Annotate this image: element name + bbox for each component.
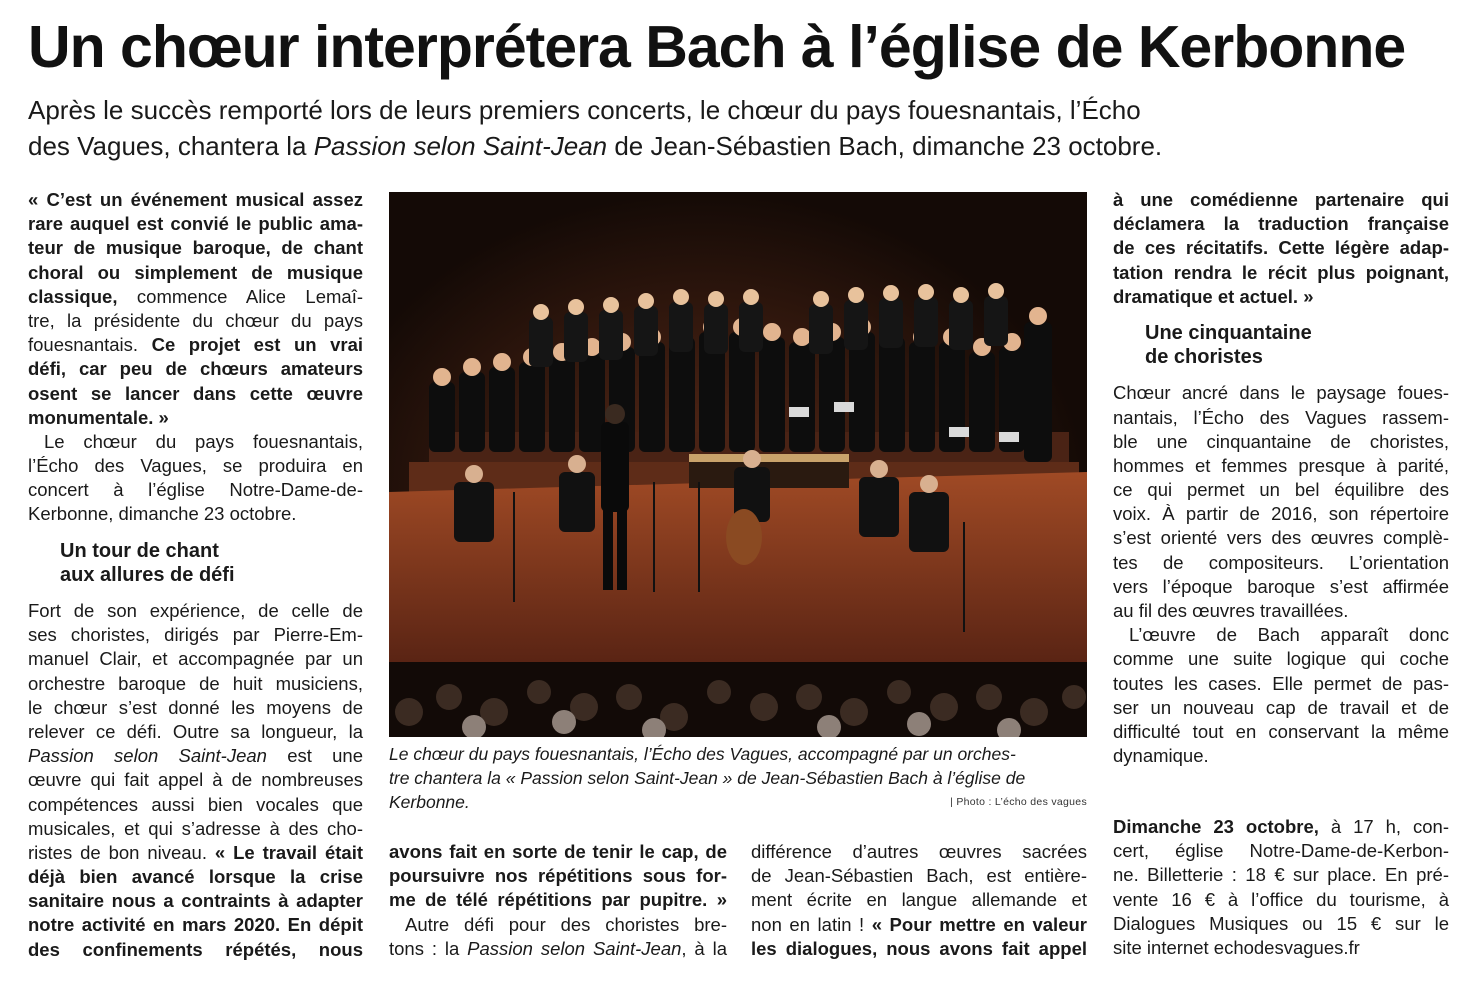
text-span: fouesnantais.	[28, 334, 139, 356]
standfirst-line	[28, 128, 1448, 164]
text-line: osent se lancer dans cette œuvre	[28, 382, 363, 404]
text-line: ne. Billetterie : 18 € sur place. En pré-	[1113, 864, 1449, 886]
text-line	[28, 333, 363, 357]
text-span: Ce projet est un vrai	[138, 334, 363, 356]
text-line: poursuivre nos répétitions sous for-	[389, 865, 727, 887]
caption-line: tre chantera la « Passion selon Saint-Jean » de Jean-Sébastien Bach à l’église de	[389, 768, 1026, 788]
event-date: Dimanche 23 octobre,	[1113, 816, 1319, 837]
text-line: difficulté tout en conservant la même	[1113, 720, 1449, 742]
text-line: voix. À partir de 2016, son répertoire	[1113, 503, 1449, 525]
article-column-1	[28, 188, 363, 962]
text-line: des confinements répétés, nous	[28, 938, 363, 960]
text-line: comme une suite logique qui coche	[1113, 648, 1449, 670]
text-line: manuel Clair, et accompagnée par un	[28, 648, 363, 670]
text-line: Le chœur du pays fouesnantais,	[44, 430, 363, 452]
text-line: toutes les cases. Elle permet de pas-	[1113, 672, 1449, 694]
text-line: tation rendra le récit plus poignant,	[1113, 261, 1449, 283]
section-subhead: Une cinquantaine	[1145, 321, 1312, 344]
text-span: est une	[266, 745, 363, 767]
text-line: site internet echodesvagues.fr	[1113, 936, 1360, 958]
text-line: ses choristes, dirigés par Pierre-Em-	[28, 624, 363, 646]
text-line	[1113, 815, 1449, 839]
text-line: dynamique.	[1113, 745, 1209, 767]
text-span: « Pour mettre en valeur	[864, 913, 1087, 935]
text-line: concert à l’église Notre-Dame-de-	[28, 479, 363, 501]
text-line: « C’est un événement musical assez	[28, 189, 363, 210]
text-line: différence d’autres œuvres sacrées	[751, 841, 1087, 862]
text-line: de ces récitatifs. Cette légère adap-	[1113, 237, 1449, 259]
text-line: l’Écho des Vagues, se produira en	[28, 455, 363, 477]
concert-photo	[389, 192, 1087, 737]
text-line: ser un nouveau cap de travail et de	[1113, 696, 1449, 718]
text-line: cert, église Notre-Dame-de-Kerbon-	[1113, 840, 1449, 862]
text-line: œuvre qui fait appel à de nombreuses	[28, 769, 363, 791]
text-line: sanitaire nous a contraints à adapter	[28, 890, 363, 912]
photo-credit: | Photo : L’écho des vagues	[950, 796, 1087, 808]
work-title: Passion selon Saint-Jean	[28, 745, 267, 767]
text-line: Autre défi pour des choristes bre-	[405, 913, 727, 935]
text-line: rare auquel est convié le public ama-	[28, 213, 363, 235]
text-line: orchestre baroque de huit musiciens,	[28, 672, 363, 694]
text-line: tre, la présidente du chœur du pays	[28, 309, 363, 331]
article-column-2	[389, 840, 727, 961]
text-line: Fort de son expérience, de celle de	[28, 600, 363, 622]
text-line: ment écrite en langue allemande et	[751, 889, 1087, 911]
text-span: classique,	[28, 285, 118, 307]
choir-concert-image	[389, 192, 1087, 737]
work-title: Passion selon Saint-Jean	[467, 937, 682, 959]
article-headline: Un chœur interprétera Bach à l’église de Kerbonne	[28, 14, 1406, 80]
text-line	[28, 841, 363, 865]
text-line: au fil des œuvres travaillées.	[1113, 600, 1349, 622]
text-line: Kerbonne, dimanche 23 octobre.	[28, 503, 297, 525]
text-line: tes de compositeurs. L’orientation	[1113, 551, 1449, 573]
caption-line: Le chœur du pays fouesnantais, l’Écho des Vagues, accompagné par un orches-	[389, 744, 1016, 764]
text-line: déclamera la traduction française	[1113, 213, 1449, 235]
text-span: à 17 h, con-	[1318, 816, 1449, 837]
text-line: hommes et femmes presque à parité,	[1113, 454, 1449, 476]
caption-line: Kerbonne.	[389, 792, 470, 812]
spacer	[1113, 309, 1449, 321]
article-column-3	[751, 840, 1087, 961]
spacer	[1113, 369, 1449, 381]
text-line: monumentale. »	[28, 406, 169, 428]
text-line: Chœur ancré dans le paysage foues-	[1113, 382, 1449, 404]
text-line: défi, car peu de chœurs amateurs	[28, 358, 363, 380]
standfirst-line: Après le succès remporté lors de leurs premiers concerts, le chœur du pays fouesnantais, l’Écho	[28, 95, 1141, 125]
text-line: musicales, et qui s’adresse à des cho-	[28, 817, 363, 839]
text-line: ble une cinquantaine de choristes,	[1113, 430, 1449, 452]
article-column-4	[1113, 188, 1449, 768]
standfirst-text: de Jean-Sébastien Bach, dimanche 23 octobre.	[607, 131, 1163, 161]
text-line: de Jean-Sébastien Bach, est entière-	[751, 865, 1087, 887]
text-span: , à la	[681, 937, 727, 959]
section-subhead: Un tour de chant	[60, 539, 219, 562]
section-subhead: aux allures de défi	[60, 563, 235, 586]
text-line: Dialogues Musiques ou 15 € sur le	[1113, 912, 1449, 934]
text-span: commence Alice Lemaî-	[117, 285, 363, 307]
text-line	[389, 937, 727, 961]
text-span: non en latin !	[751, 913, 865, 935]
text-line: L’œuvre de Bach apparaît donc	[1129, 624, 1449, 646]
text-span: ristes de bon niveau.	[28, 841, 207, 863]
work-title: Passion selon Saint-Jean	[313, 131, 608, 161]
text-span: « Le travail était	[207, 841, 364, 863]
text-line: à une comédienne partenaire qui	[1113, 189, 1449, 210]
text-line: le chœur s’est donné les moyens de	[28, 696, 363, 718]
text-line: relever ce défi. Outre sa longueur, la	[28, 720, 363, 742]
text-line: teur de musique baroque, de chant	[28, 237, 363, 259]
text-line: me de télé répétitions par pupitre. »	[389, 889, 727, 911]
text-line: choral ou simplement de musique	[28, 261, 363, 283]
text-line: avons fait en sorte de tenir le cap, de	[389, 841, 727, 862]
text-line: notre activité en mars 2020. En dépit	[28, 914, 363, 936]
text-line	[28, 744, 363, 768]
text-line: s’est orienté vers des œuvres complè-	[1113, 527, 1449, 549]
text-span: tons : la	[389, 937, 468, 959]
text-line	[28, 285, 363, 309]
text-line: vente 16 € à l’office du tourisme, à	[1113, 888, 1449, 910]
section-subhead: de choristes	[1145, 346, 1263, 369]
text-line: nantais, l’Écho des Vagues rassem-	[1113, 406, 1449, 428]
event-info-box	[1113, 815, 1449, 960]
spacer	[28, 527, 363, 539]
text-line: déjà bien avancé lorsque la crise	[28, 866, 363, 888]
text-line	[751, 913, 1087, 937]
article-standfirst	[28, 92, 1448, 164]
text-line: les dialogues, nous avons fait appel	[751, 937, 1087, 959]
text-line: ce qui permet un bel équilibre des	[1113, 479, 1449, 501]
text-line: dramatique et actuel. »	[1113, 285, 1314, 307]
standfirst-text: des Vagues, chantera la	[28, 131, 314, 161]
text-line: vers l’époque baroque s’est affirmée	[1113, 575, 1449, 597]
spacer	[28, 587, 363, 599]
text-line: compétences aussi bien vocales que	[28, 793, 363, 815]
